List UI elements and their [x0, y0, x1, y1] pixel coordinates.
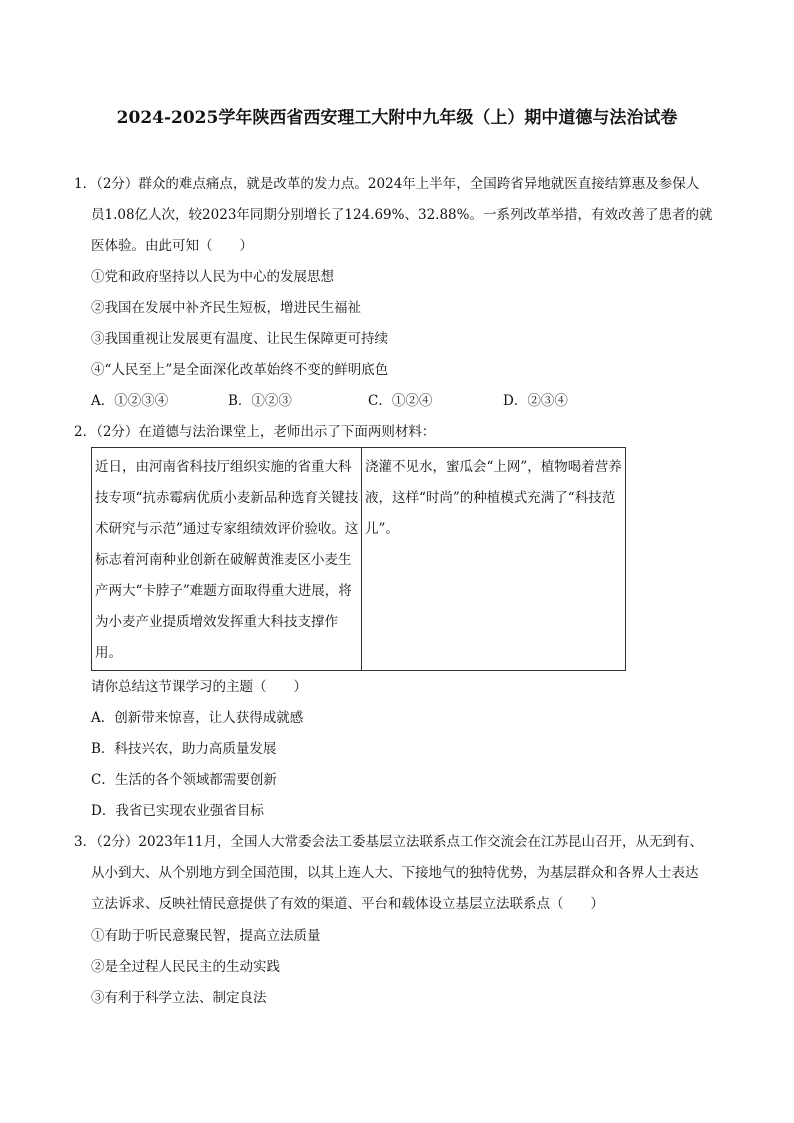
page-title: 2024-2025学年陕西省西安理工大附中九年级（上）期中道德与法治试卷	[116, 108, 678, 128]
q1-option-b: B．①②③	[228, 393, 292, 409]
q3-statement-2: ②是全过程人民民主的生动实践	[91, 959, 280, 975]
q3-statement-1: ①有助于听民意聚民智，提高立法质量	[91, 928, 321, 944]
q2-question: 请你总结这节课学习的主题（ ）	[91, 679, 307, 695]
q2-material-left: 近日，由河南省科技厅组织实施的省重大科技专项“抗赤霉病优质小麦新品种选育关键技术研究与示范”通过专家组绩效评价验收。这标志着河南种业创新在破解黄淮麦区小麦生产两大“卡脖子”难题方面取得重大进展，将为小麦产业提质增效发挥重大科技支撑作用。	[92, 448, 362, 671]
q2-material-table	[91, 447, 626, 671]
q2-option-d: D．我省已实现农业强省目标	[91, 803, 264, 819]
q1-statement-3: ③我国重视让发展更有温度、让民生保障更可持续	[91, 331, 388, 347]
q3-stem-line-3: 立法诉求、反映社情民意提供了有效的渠道、平台和载体设立基层立法联系点（ ）	[91, 896, 604, 912]
q2-option-c: C．生活的各个领域都需要创新	[91, 772, 277, 788]
q3-stem-line-1: 3．（2分）2023年11月，全国人大常委会法工委基层立法联系点工作交流会在江苏昆山召开，从无到有、	[74, 834, 703, 850]
q2-option-a: A．创新带来惊喜，让人获得成就感	[91, 710, 304, 726]
q1-stem-line-3: 医体验。由此可知（ ）	[91, 238, 253, 254]
q3-statement-3: ③有利于科学立法、制定良法	[91, 990, 267, 1006]
q1-option-c: C．①②④	[368, 393, 433, 409]
q1-option-a: A．①②③④	[91, 393, 169, 409]
q2-stem: 2．（2分）在道德与法治课堂上，老师出示了下面两则材料：	[74, 424, 436, 440]
q2-material-right: 浇灌不见水，蜜瓜会“上网”，植物喝着营养液，这样“时尚”的种植模式充满了“科技范儿”。	[362, 448, 626, 671]
q1-statement-2: ②我国在发展中补齐民生短板，增进民生福祉	[91, 300, 361, 316]
q1-stem-line-2: 员1.08亿人次，较2023年同期分别增长了124.69%、32.88%。一系列改革举措，有效改善了患者的就	[91, 207, 713, 223]
q2-option-b: B．科技兴农，助力高质量发展	[91, 741, 277, 757]
q3-stem-line-2: 从小到大、从个别地方到全国范围，以其上连人大、下接地气的独特优势，为基层群众和各界人士表达	[91, 865, 699, 881]
q1-statement-1: ①党和政府坚持以人民为中心的发展思想	[91, 269, 334, 285]
q1-statement-4: ④“人民至上”是全面深化改革始终不变的鲜明底色	[91, 362, 389, 378]
q1-stem-line-1: 1．（2分）群众的难点痛点，就是改革的发力点。2024年上半年，全国跨省异地就医直接结算惠及参保人	[74, 176, 700, 192]
q1-option-d: D．②③④	[503, 393, 568, 409]
